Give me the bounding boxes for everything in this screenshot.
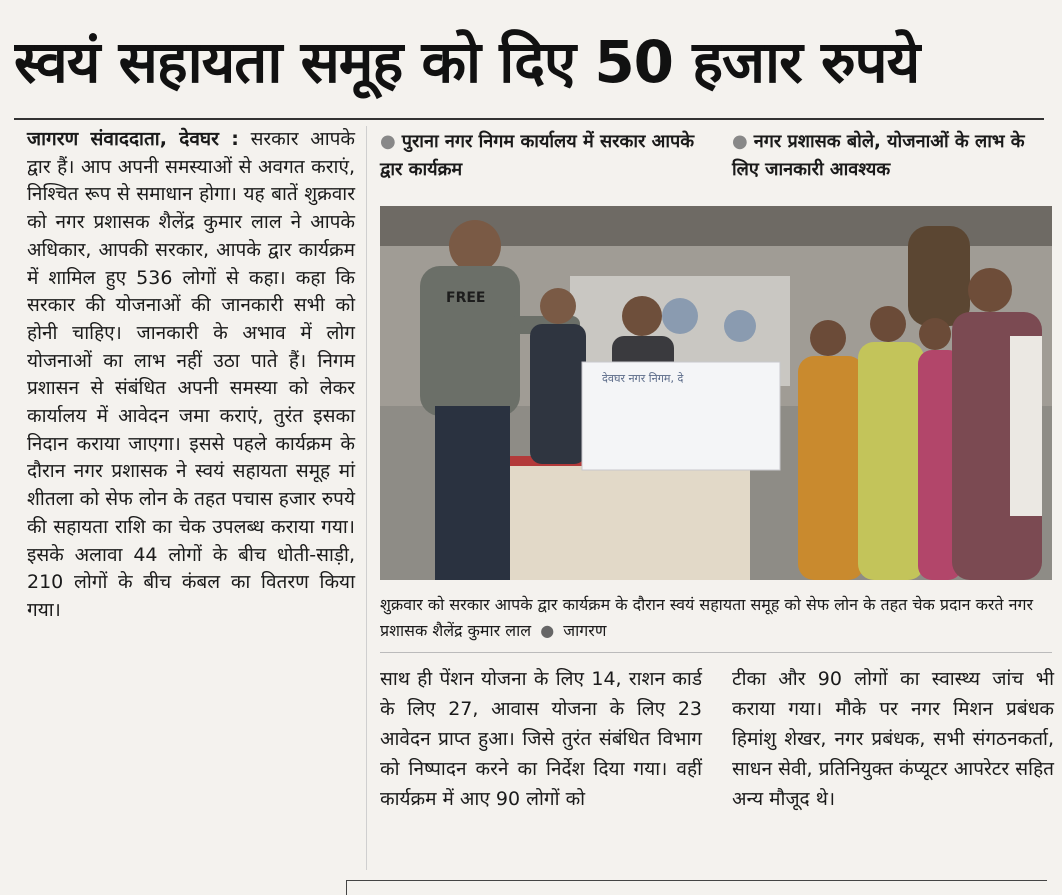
headline: स्वयं सहायता समूह को दिए 50 हजार रुपये	[14, 28, 920, 96]
highlight-1-text: पुराना नगर निगम कार्यालय में सरकार आपके द्वार कार्यक्रम	[380, 131, 695, 180]
bullet-dot-icon: ●	[732, 131, 748, 152]
shirt-text: FREE	[446, 290, 486, 306]
news-photo	[380, 206, 1052, 580]
headline-rule	[14, 118, 1044, 120]
caption-dot-icon: ●	[540, 621, 555, 640]
highlight-2-text: नगर प्रशासक बोले, योजनाओं के लाभ के लिए जानकारी आवश्यक	[732, 131, 1025, 180]
column-divider	[366, 126, 367, 870]
caption-text: शुक्रवार को सरकार आपके द्वार कार्यक्रम के दौरान स्वयं सहायता समूह को सेफ लोन के तहत चेक प्रदान करते नगर प्रशासक शैलेंद्र कुमार लाल	[380, 595, 1034, 640]
bullet-dot-icon: ●	[380, 131, 396, 152]
highlight-2	[732, 128, 1052, 184]
photo-caption	[380, 592, 1052, 644]
body-right-text: टीका और 90 लोगों का स्वास्थ्य जांच भी कराया गया। मौके पर नगर मिशन प्रबंधक हिमांशु शेखर, नगर प्रबंधक, सभी संगठनकर्ता, साधन सेवी, प्रतिनियुक्त कंप्यूटर आपरेटर सहित अन्य मौजूद थे।	[732, 668, 1054, 810]
next-article-box	[346, 880, 1047, 895]
article-column-middle	[380, 664, 702, 814]
body-mid-text: साथ ही पेंशन योजना के लिए 14, राशन कार्ड के लिए 27, आवास योजना के लिए 23 आवेदन प्राप्त हुआ। जिसे तुरंत संबंधित विभाग को निष्पादन करने का निर्देश दिया गया। वहीं कार्यक्रम में आए 90 लोगों को	[380, 668, 702, 810]
caption-rule	[380, 652, 1052, 653]
photo-illustration	[380, 206, 1052, 580]
article-column-left	[27, 126, 355, 625]
highlight-1	[380, 128, 700, 184]
cheque-text: देवघर नगर निगम, दे	[602, 372, 684, 385]
photo-credit: जागरण	[563, 621, 607, 640]
byline: जागरण संवाददाता, देवघर :	[27, 128, 239, 150]
body-left-text: सरकार आपके द्वार हैं। आप अपनी समस्याओं से अवगत कराएं, निश्चित रूप से समाधान होगा। यह बातें शुक्रवार को नगर प्रशासक शैलेंद्र कुमार लाल ने आपके अधिकार, आपकी सरकार, आपके द्वार कार्यक्रम में शामिल हुए 536 लोगों से कहा। कहा कि सरकार की योजनाओं की जानकारी सभी को होनी चाहिए। जानकारी के अभाव में लोग योजनाओं का लाभ नहीं उठा पाते हैं। निगम प्रशासन से संबंधित अपनी समस्या को लेकर कार्यालय में आवेदन जमा कराएं, तुरंत इसका निदान कराया जाएगा। इससे पहले कार्यक्रम के दौरान नगर प्रशासक ने स्वयं सहायता समूह मां शीतला को सेफ लोन के तहत पचास हजार रुपये की सहायता राशि का चेक उपलब्ध कराया गया। इसके अलावा 44 लोगों के बीच धोती-साड़ी, 210 लोगों के बीच कंबल का वितरण किया गया।	[27, 128, 356, 621]
article-column-right	[732, 664, 1054, 814]
